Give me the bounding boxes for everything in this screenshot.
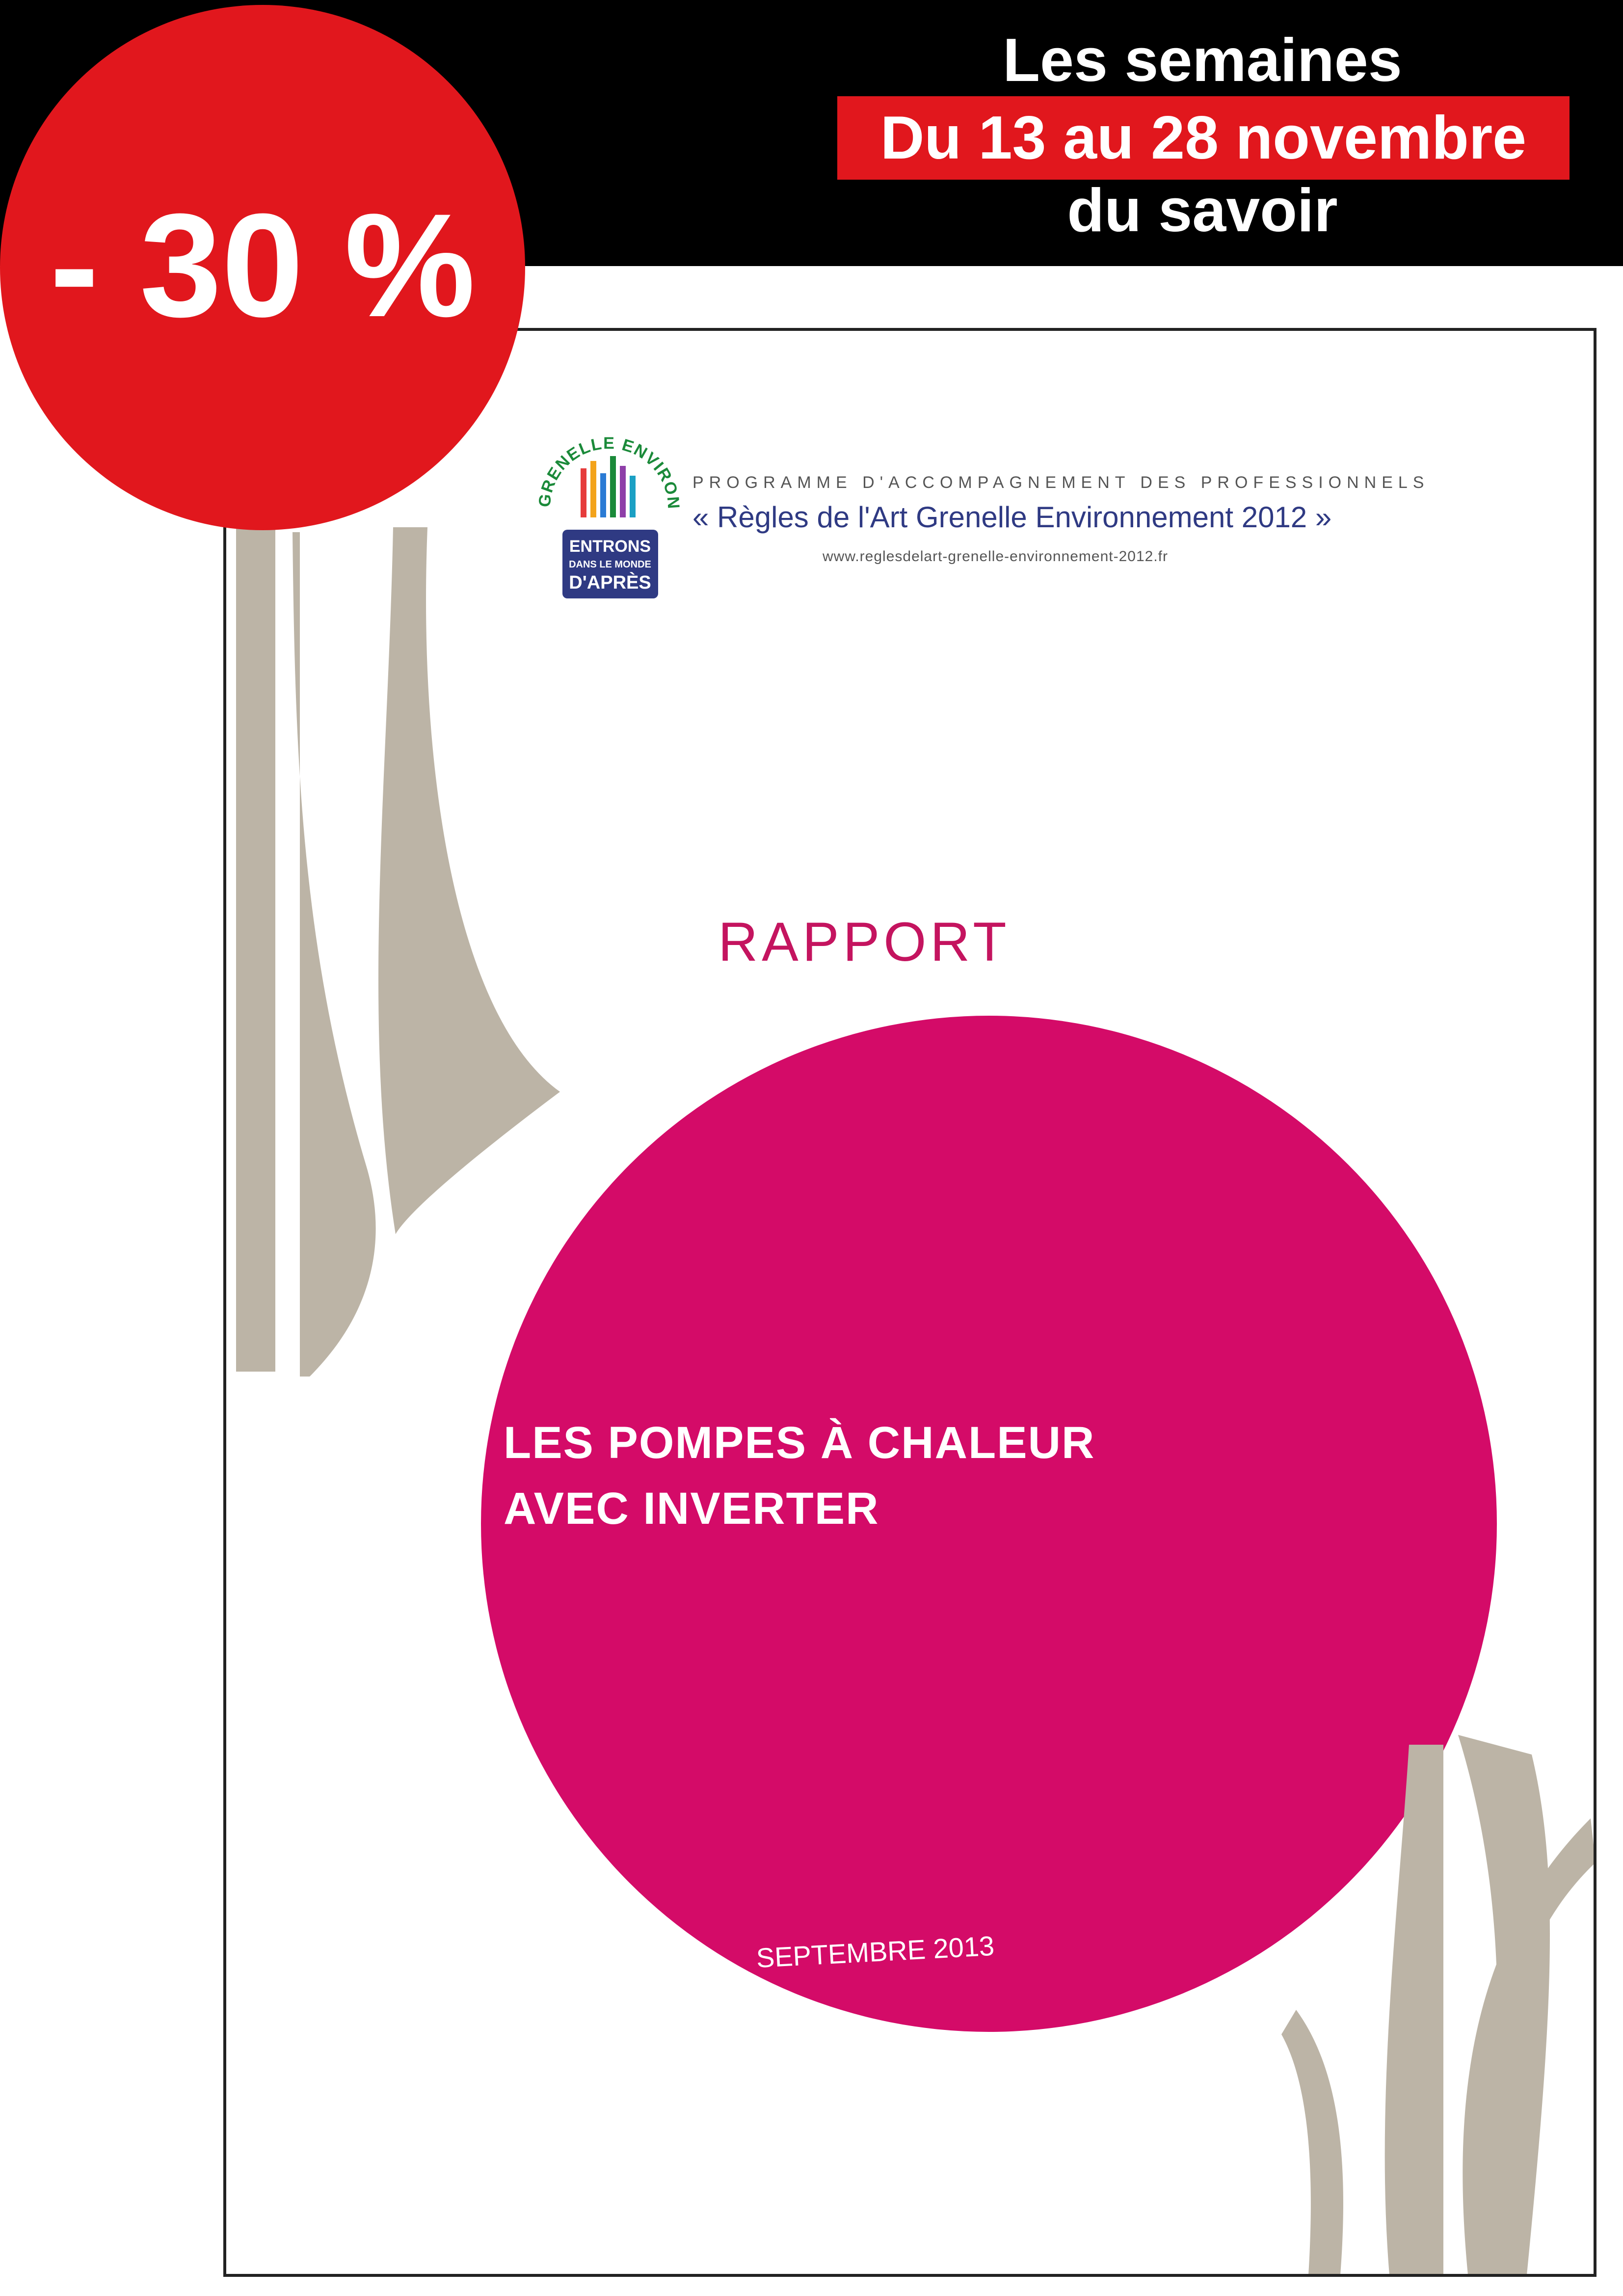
logo-badge-line-3: D'APRÈS — [569, 572, 651, 593]
grenelle-logo-mark — [535, 409, 683, 616]
program-title: « Règles de l'Art Grenelle Environnement 2012 » — [692, 501, 1332, 534]
svg-text:GRENELLE ENVIRONNEMENT — [535, 409, 683, 510]
promo-dates-badge: Du 13 au 28 novembre — [837, 96, 1570, 180]
logo-arc-text: GRENELLE ENVIRON — [535, 433, 683, 511]
left-swoosh-mid — [293, 532, 376, 1377]
report-title-line-2: AVEC INVERTER — [504, 1484, 879, 1534]
right-swoosh-d — [1281, 2010, 1343, 2275]
program-website: www.reglesdelart-grenelle-environnement-2012.fr — [823, 548, 1168, 565]
report-title-line-1: LES POMPES À CHALEUR — [504, 1418, 1095, 1468]
report-type: RAPPORT — [718, 911, 1011, 972]
report-cover — [223, 328, 1596, 2277]
report-date: SEPTEMBRE 2013 — [755, 1930, 995, 1973]
cover-artwork — [226, 331, 1596, 2277]
promo-line-top: Les semaines — [1003, 27, 1402, 94]
discount-label: - 30 % — [50, 183, 476, 348]
program-label: PROGRAMME D'ACCOMPAGNEMENT DES PROFESSIONNELS — [692, 473, 1430, 492]
logo-badge-line-1: ENTRONS — [569, 537, 651, 556]
grenelle-logo — [535, 409, 683, 616]
left-swoosh-inner — [378, 527, 560, 1234]
promo-line-bottom: du savoir — [1067, 177, 1338, 244]
report-title — [504, 1410, 1338, 1541]
left-swoosh-outer — [236, 527, 275, 1372]
logo-badge-line-2: DANS LE MONDE — [569, 559, 651, 570]
